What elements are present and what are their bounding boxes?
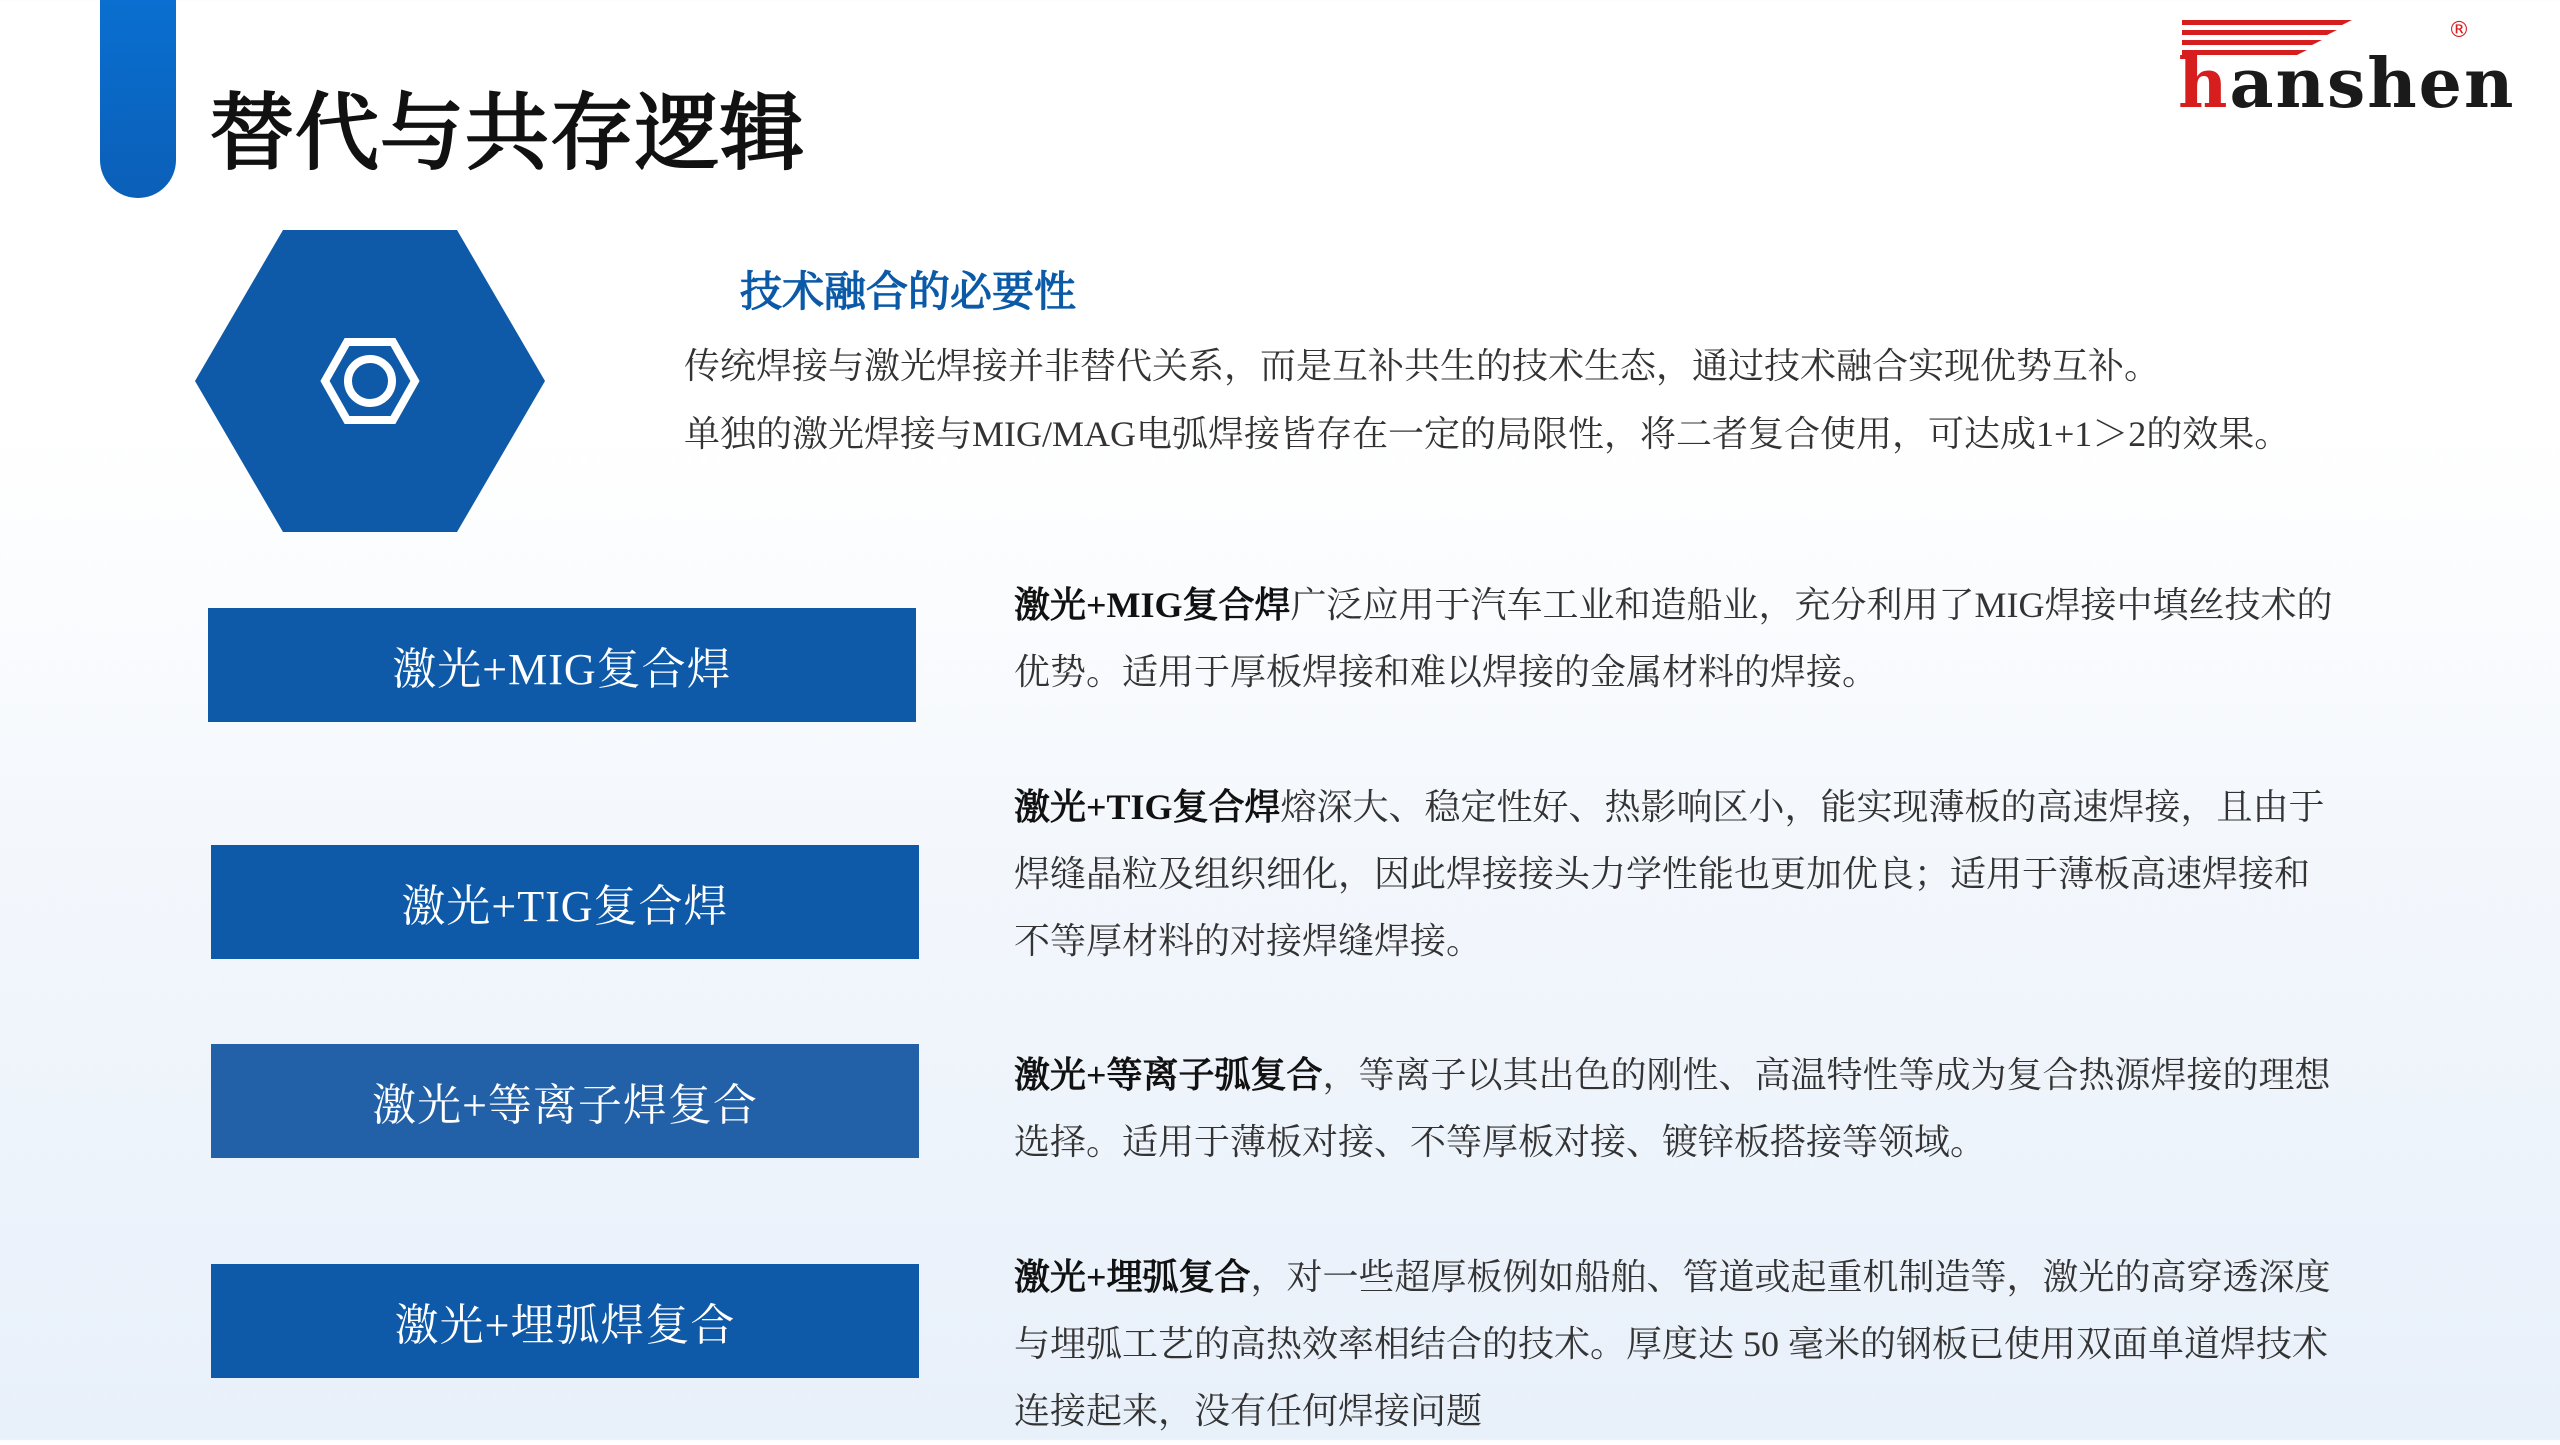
hexagon-badge [195, 230, 545, 532]
technique-desc-tig: 激光+TIG复合焊熔深大、稳定性好、热影响区小，能实现薄板的高速焊接，且由于焊缝晶粒及组织细化，因此焊接接头力学性能也更加优良；适用于薄板高速焊接和不等厚材料的对接焊缝焊接。 [1014, 787, 2325, 961]
title-accent-bar [100, 0, 176, 198]
intro-line: 单独的激光焊接与MIG/MAG电弧焊接皆存在一定的局限性，将二者复合使用，可达成1+1＞2的效果。 [684, 414, 2291, 454]
technique-desc-mig: 激光+MIG复合焊广泛应用于汽车工业和造船业，充分利用了MIG焊接中填丝技术的优势。适用于厚板焊接和难以焊接的金属材料的焊接。 [1014, 585, 2333, 692]
logo-wordmark: hanshen [2178, 44, 2516, 124]
technique-desc-plasma: 激光+等离子弧复合，等离子以其出色的刚性、高温特性等成为复合热源焊接的理想选择。适用于薄板对接、不等厚板对接、镀锌板搭接等领域。 [1014, 1055, 2331, 1162]
technique-box-plasma: 激光+等离子焊复合 [211, 1044, 919, 1158]
technique-box-mig: 激光+MIG复合焊 [208, 608, 916, 722]
intro-heading: 技术融合的必要性 [740, 267, 1077, 316]
registered-mark: ® [2448, 18, 2470, 43]
page-title: 替代与共存逻辑 [210, 84, 806, 182]
intro-line: 传统焊接与激光焊接并非替代关系，而是互补共生的技术生态，通过技术融合实现优势互补。 [684, 346, 2161, 386]
technique-desc-saw: 激光+埋弧复合，对一些超厚板例如船舶、管道或起重机制造等，激光的高穿透深度与埋弧工艺的高热效率相结合的技术。厚度达 50 毫米的钢板已使用双面单道焊技术连接起来，没有任何焊接问题 [1014, 1257, 2331, 1431]
technique-box-tig: 激光+TIG复合焊 [211, 845, 919, 959]
intro-text [684, 332, 2384, 468]
technique-box-saw: 激光+埋弧焊复合 [211, 1264, 919, 1378]
brand-logo [2178, 14, 2516, 124]
